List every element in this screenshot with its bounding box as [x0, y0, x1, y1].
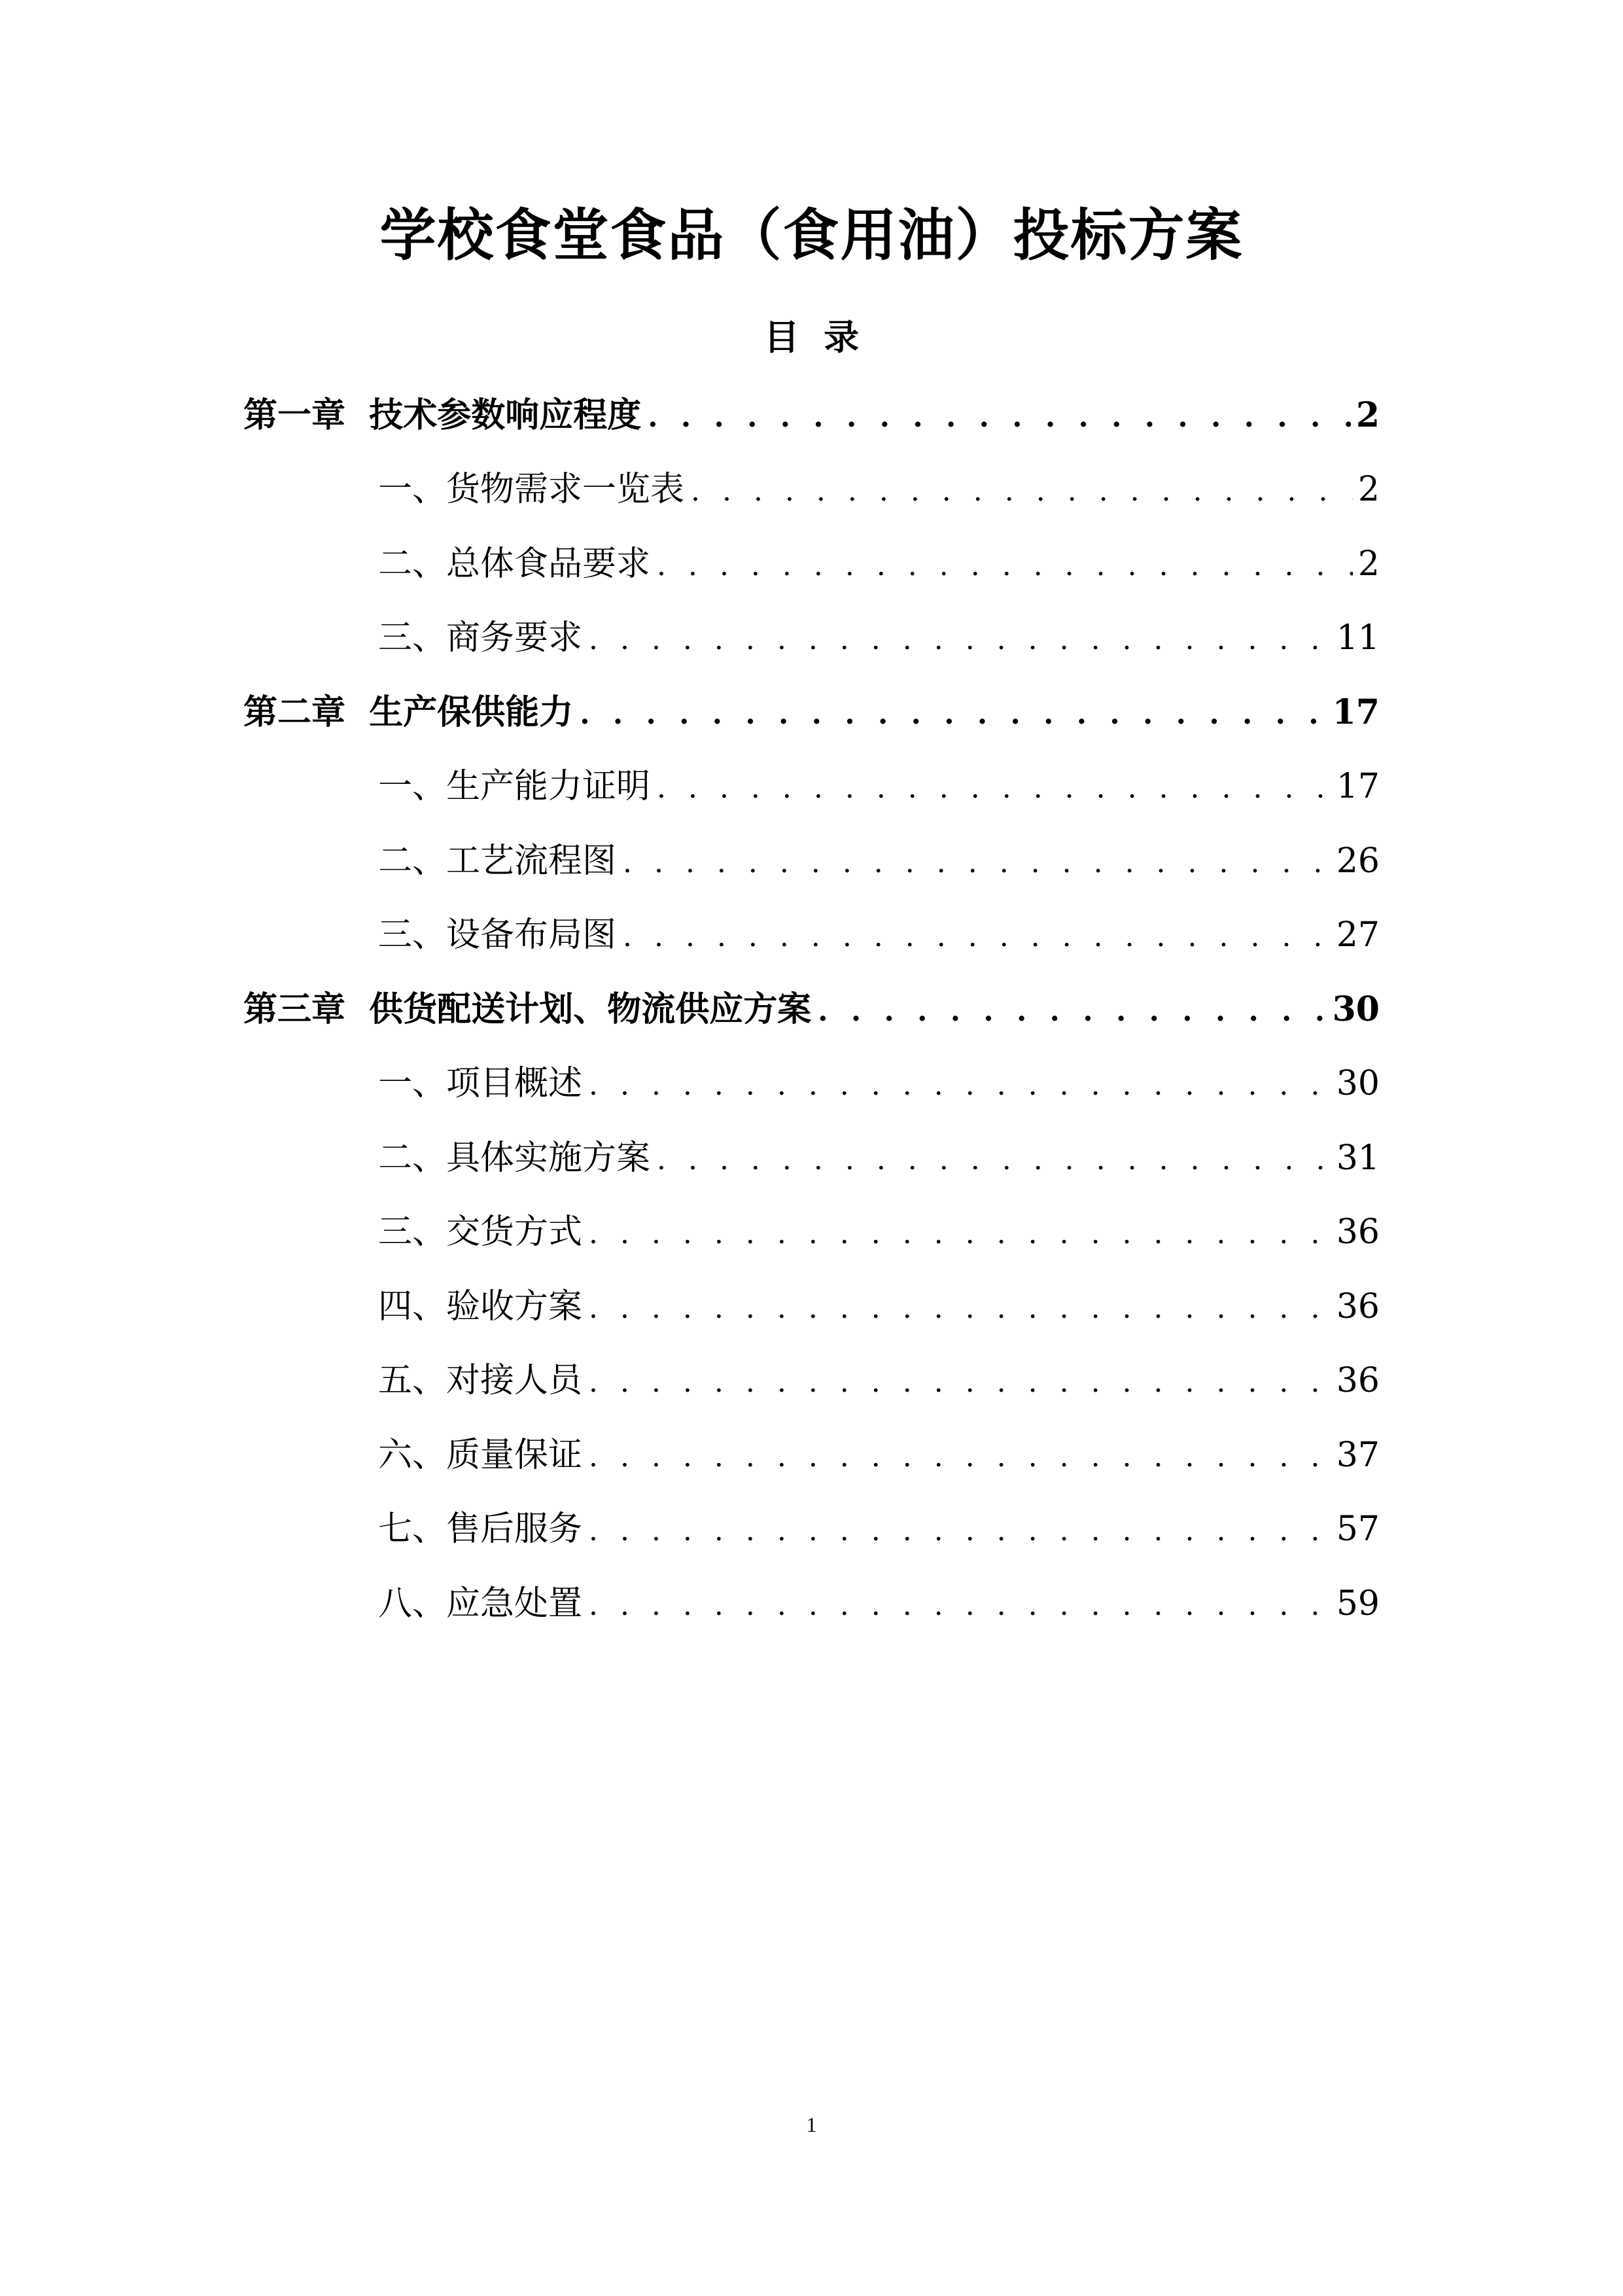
toc-dot-leader	[818, 985, 1327, 1038]
toc-entry-label: 二、总体食品要求	[378, 544, 651, 584]
toc-entry-section[interactable]	[378, 1354, 1380, 1407]
toc-entry-label: 一、货物需求一览表	[378, 470, 685, 509]
toc-entry-label: 二、具体实施方案	[378, 1139, 651, 1178]
toc-entry-page: 57	[1336, 1510, 1380, 1549]
toc-entry-page: 2	[1355, 395, 1380, 435]
toc-entry-page: 30	[1336, 1064, 1380, 1103]
toc-entry-section[interactable]	[378, 760, 1380, 813]
toc-entry-label: 二、工艺流程图	[378, 841, 617, 881]
toc-dot-leader	[580, 688, 1327, 741]
toc-entry-page: 2	[1357, 544, 1380, 584]
toc-dot-leader	[589, 1208, 1331, 1260]
document-title: 学校食堂食品（食用油）投标方案	[379, 202, 1244, 268]
toc-heading: 目 录	[763, 316, 860, 358]
toc-dot-leader	[589, 1580, 1331, 1632]
toc-dot-leader	[589, 1282, 1331, 1335]
toc-entry-section[interactable]	[378, 1280, 1380, 1333]
toc-entry-page: 59	[1336, 1584, 1380, 1623]
toc-entry-section[interactable]	[378, 1132, 1380, 1184]
toc-entry-page: 37	[1336, 1436, 1380, 1475]
toc-entry-label: 七、售后服务	[378, 1510, 583, 1549]
toc-entry-section[interactable]	[378, 1206, 1380, 1258]
toc-entry-page: 2	[1357, 470, 1380, 509]
toc-dot-leader	[589, 1059, 1331, 1112]
toc-entry-label: 第二章 生产保供能力	[243, 692, 574, 732]
toc-entry-page: 36	[1336, 1361, 1380, 1400]
toc-dot-leader	[589, 1431, 1331, 1483]
toc-dot-leader	[657, 1134, 1331, 1186]
toc-entry-page: 31	[1336, 1139, 1380, 1178]
toc-entry-page: 17	[1336, 767, 1380, 806]
toc-entry-section[interactable]	[378, 538, 1380, 590]
toc-entry-page: 27	[1336, 915, 1380, 955]
toc-entry-section[interactable]	[378, 909, 1380, 961]
toc-entry-label: 三、商务要求	[378, 618, 583, 658]
toc-entry-label: 第三章 供货配送计划、物流供应方案	[243, 989, 812, 1029]
toc-entry-chapter-3[interactable]	[243, 983, 1380, 1036]
toc-entry-page: 17	[1332, 692, 1380, 732]
toc-entry-section[interactable]	[378, 1578, 1380, 1630]
toc-dot-leader	[589, 1356, 1331, 1409]
toc-entry-page: 36	[1336, 1287, 1380, 1326]
footer-page-number: 1	[806, 2113, 817, 2136]
toc-entry-section[interactable]	[378, 463, 1380, 516]
toc-entry-label: 三、交货方式	[378, 1212, 583, 1252]
toc-dot-leader	[623, 837, 1331, 889]
toc-entry-label: 第一章 技术参数响应程度	[243, 395, 642, 435]
toc-dot-leader	[648, 391, 1351, 444]
toc-dot-leader	[589, 1505, 1331, 1557]
toc-dot-leader	[623, 911, 1331, 963]
toc-entry-section[interactable]	[378, 612, 1380, 664]
toc-entry-section[interactable]	[378, 835, 1380, 887]
toc-entry-page: 30	[1332, 989, 1380, 1029]
toc-dot-leader	[589, 614, 1331, 666]
toc-entry-label: 六、质量保证	[378, 1436, 583, 1475]
toc-entry-page: 11	[1336, 618, 1380, 658]
toc-entry-label: 五、对接人员	[378, 1361, 583, 1400]
toc-entry-section[interactable]	[378, 1057, 1380, 1110]
toc-entry-label: 一、项目概述	[378, 1064, 583, 1103]
toc-entry-chapter-1[interactable]	[243, 389, 1380, 442]
toc-entry-label: 一、生产能力证明	[378, 767, 651, 806]
toc-dot-leader	[657, 540, 1353, 592]
toc-entry-chapter-2[interactable]	[243, 686, 1380, 739]
toc-dot-leader	[657, 762, 1331, 815]
toc-entry-section[interactable]	[378, 1429, 1380, 1481]
toc-entry-label: 四、验收方案	[378, 1287, 583, 1326]
toc-entry-page: 26	[1336, 841, 1380, 881]
toc-entry-label: 三、设备布局图	[378, 915, 617, 955]
toc-entry-label: 八、应急处置	[378, 1584, 583, 1623]
toc-dot-leader	[691, 465, 1353, 518]
toc-entry-page: 36	[1336, 1212, 1380, 1252]
toc-entry-section[interactable]	[378, 1503, 1380, 1555]
